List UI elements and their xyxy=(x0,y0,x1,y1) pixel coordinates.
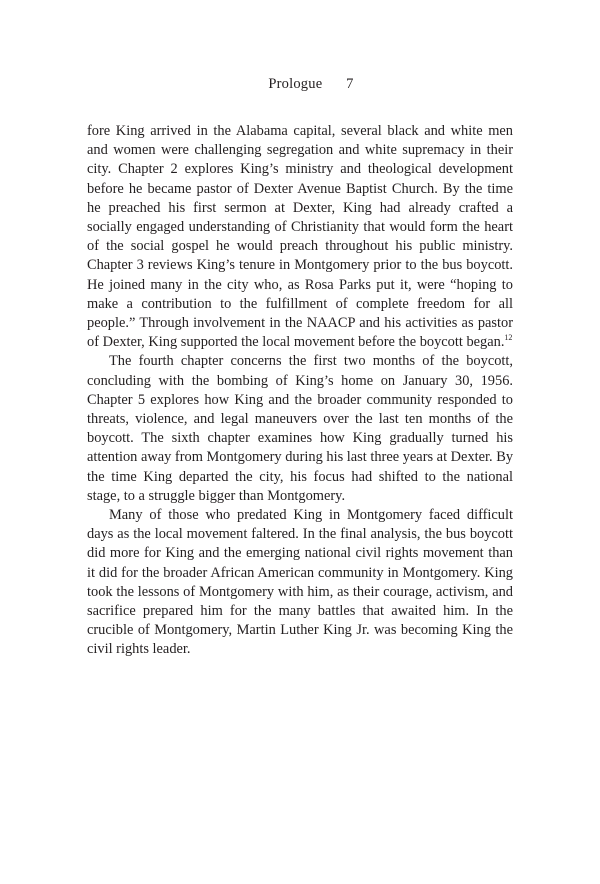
paragraph-1 xyxy=(87,122,513,352)
page-number: 7 xyxy=(346,76,354,92)
body-text xyxy=(87,122,513,660)
running-head-title: Prologue xyxy=(268,76,323,92)
running-head xyxy=(0,76,600,93)
paragraph-2: The fourth chapter concerns the first two months of the boycott, concluding with the bombing of King’s home on January 30, 1956. Chapter 5 explores how King and the broader community responded to threats, violence, and legal maneuvers over the last ten months of the boycott. The sixth chapter examines how King gradually turned his attention away from Montgomery during his last three years at Dexter. By the time King departed the city, his focus had shifted to the national stage, to a struggle bigger than Montgomery. xyxy=(87,353,514,504)
footnote-reference: 12 xyxy=(504,333,513,343)
paragraph-3: Many of those who predated King in Montgomery faced difficult days as the local movement faltered. In the final analysis, the bus boycott did more for King and the emerging national civil rights movement than it did for the broader African American community in Montgomery. King took the lessons of Montgomery with him, as their courage, activism, and sacrifice prepared him for the many battles that awaited him. In the crucible of Montgomery, Martin Luther King Jr. was becoming King the civil rights leader. xyxy=(87,507,513,658)
paragraph-1-text: fore King arrived in the Alabama capital, several black and white men and women were challenging segregation and white supremacy in their city. Chapter 2 explores King’s ministry and theological development before he became pastor of Dexter Avenue Baptist Church. By the time he preached his first sermon at Dexter, King had already crafted a socially engaged understanding of Christianity that would form the heart of the social gospel he would preach throughout his public ministry. Chapter 3 reviews King’s tenure in Montgomery prior to the bus boycott. He joined many in the city who, as Rosa Parks put it, were “hoping to make a contribution to the fulfillment of complete freedom for all people.” Through involvement in the NAACP and his activities as pastor of Dexter, King supported the local movement before the boycott began. xyxy=(87,123,513,351)
